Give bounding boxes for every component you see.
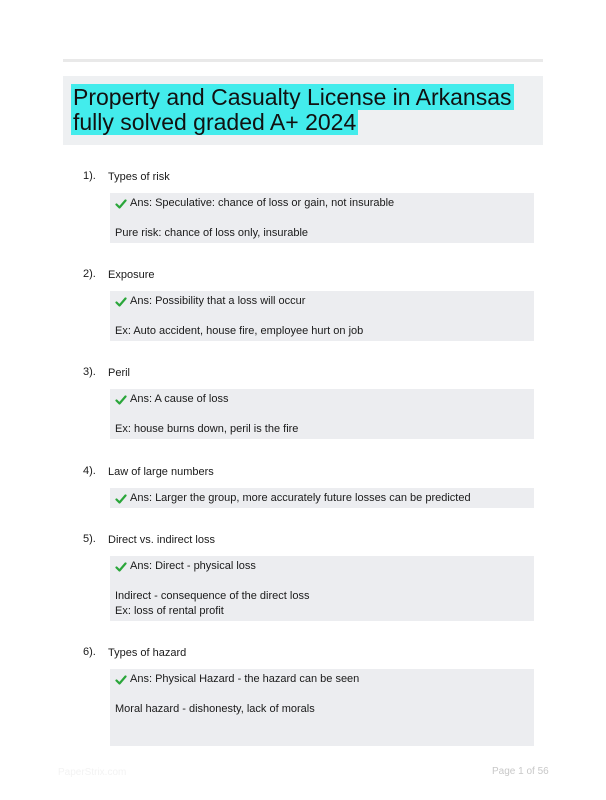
answer-text: Ans: Direct - physical loss <box>130 560 256 572</box>
answer-text: Ans: Possibility that a loss will occur <box>130 295 306 307</box>
question-number: 2). <box>83 268 96 280</box>
question-number: 5). <box>83 533 96 545</box>
check-icon <box>115 493 127 505</box>
answer-box <box>110 193 534 243</box>
answer-text: Ans: Speculative: chance of loss or gain, not insurable <box>130 197 395 209</box>
top-divider <box>63 59 543 62</box>
answer-detail: Ex: house burns down, peril is the fire <box>115 423 299 435</box>
page-number: Page 1 of 56 <box>492 766 549 777</box>
check-icon <box>115 674 127 686</box>
answer-box <box>110 291 534 341</box>
answer-detail: Ex: Auto accident, house fire, employee hurt on job <box>115 325 364 337</box>
check-icon <box>115 561 127 573</box>
question-text: Law of large numbers <box>108 466 214 478</box>
question-text: Types of hazard <box>108 647 187 659</box>
footer-site: PaperStrix.com <box>58 767 127 778</box>
answer-box <box>110 669 534 746</box>
question-number: 3). <box>83 366 96 378</box>
answer-box <box>110 488 534 508</box>
question-text: Peril <box>108 367 131 379</box>
answer-box <box>110 389 534 439</box>
question-text: Exposure <box>108 269 155 281</box>
title-banner <box>63 76 543 145</box>
answer-detail: Indirect - consequence of the direct loss Ex: loss of rental profit <box>115 590 310 617</box>
answer-detail: Pure risk: chance of loss only, insurable <box>115 227 308 239</box>
answer-detail: Moral hazard - dishonesty, lack of morals <box>115 703 315 715</box>
question-number: 6). <box>83 646 96 658</box>
question-number: 1). <box>83 170 96 182</box>
check-icon <box>115 198 127 210</box>
question-text: Direct vs. indirect loss <box>108 534 215 546</box>
check-icon <box>115 296 127 308</box>
answer-text: Ans: Physical Hazard - the hazard can be seen <box>130 673 360 685</box>
answer-box <box>110 556 534 621</box>
page-title: Property and Casualty License in Arkansas fully solved graded A+ 2024 <box>73 84 512 135</box>
question-number: 4). <box>83 465 96 477</box>
check-icon <box>115 394 127 406</box>
answer-text: Ans: Larger the group, more accurately future losses can be predicted <box>130 492 471 504</box>
question-text: Types of risk <box>108 171 170 183</box>
answer-text: Ans: A cause of loss <box>130 393 229 405</box>
